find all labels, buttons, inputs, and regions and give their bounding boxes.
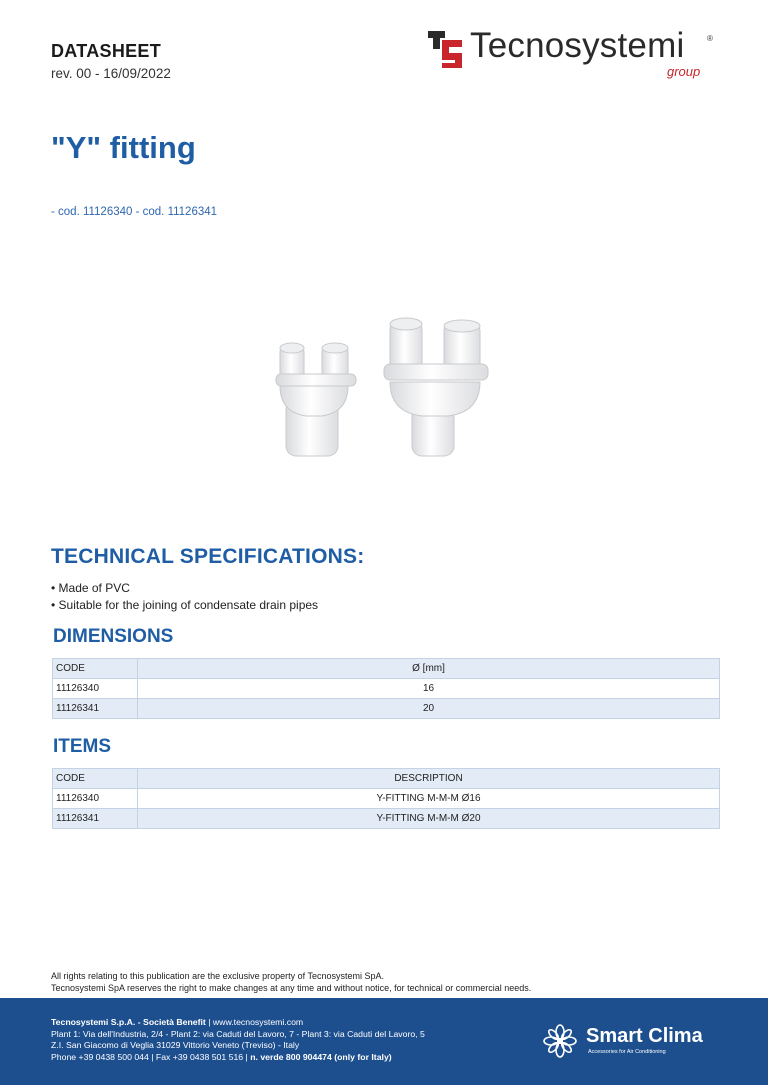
- table-row: [53, 789, 720, 809]
- table-cell: 11126340: [53, 679, 138, 699]
- tecnosystemi-logo-icon: [428, 30, 464, 70]
- specs-list: [51, 580, 318, 614]
- column-header: CODE: [53, 659, 138, 679]
- technical-specs-title: TECHNICAL SPECIFICATIONS:: [51, 545, 365, 568]
- table-row: [53, 809, 720, 829]
- table-cell: 11126341: [53, 809, 138, 829]
- smart-clima-logo: [541, 1022, 721, 1062]
- table-row: [53, 699, 720, 719]
- list-item: • Made of PVC: [51, 581, 130, 595]
- table-row: [53, 679, 720, 699]
- smart-clima-flower-icon: [541, 1022, 579, 1060]
- smart-clima-name: Smart Clima: [586, 1025, 703, 1047]
- rights-notice: [51, 970, 531, 994]
- rights-line: All rights relating to this publication are the exclusive property of Tecnosystemi SpA.: [51, 971, 384, 981]
- footer-toll-free: n. verde 800 904474 (only for Italy): [250, 1051, 392, 1062]
- column-header: DESCRIPTION: [138, 769, 720, 789]
- table-header-row: [53, 659, 720, 679]
- table-cell: 16: [138, 679, 720, 699]
- page-title: "Y" fitting: [51, 130, 196, 165]
- product-codes: - cod. 11126340 - cod. 11126341: [51, 206, 218, 218]
- table-header-row: [53, 769, 720, 789]
- footer-address: Z.I. San Giacomo di Veglia 31029 Vittorio Veneto (Treviso) - Italy: [51, 1040, 300, 1050]
- list-item: • Suitable for the joining of condensate drain pipes: [51, 598, 319, 612]
- table-cell: 20: [138, 699, 720, 719]
- brand-registered-mark: ®: [707, 34, 713, 43]
- rights-line: Tecnosystemi SpA reserves the right to make changes at any time and without notice, for technical or commercial needs.: [51, 983, 532, 993]
- footer-contact: [51, 1017, 425, 1063]
- footer-plants: Plant 1: Via dell'Industria, 2/4 - Plant 2: via Caduti del Lavoro, 7 - Plant 3: via Caduti del Lavoro, 5: [51, 1028, 425, 1039]
- items-title: ITEMS: [53, 736, 112, 757]
- column-header: CODE: [53, 769, 138, 789]
- column-header: Ø [mm]: [138, 659, 720, 679]
- table-cell: 11126340: [53, 789, 138, 809]
- smart-clima-tagline: Accessories for Air Conditioning: [588, 1049, 666, 1055]
- footer-phone: Phone +39 0438 500 044 | Fax +39 0438 501 516 |: [51, 1051, 251, 1062]
- doc-label: DATASHEET: [51, 41, 162, 61]
- brand-group: group: [667, 64, 701, 79]
- revision-text: rev. 00 - 16/09/2022: [51, 66, 171, 81]
- footer-website-link[interactable]: | www.tecnosystemi.com: [205, 1017, 304, 1027]
- dimensions-title: DIMENSIONS: [53, 626, 174, 647]
- table-cell: Y-FITTING M-M-M Ø16: [138, 789, 720, 809]
- brand-name: Tecnosystemi: [470, 26, 685, 65]
- table-cell: Y-FITTING M-M-M Ø20: [138, 809, 720, 829]
- table-cell: 11126341: [53, 699, 138, 719]
- tecnosystemi-logo: [428, 28, 728, 84]
- footer-company: Tecnosystemi S.p.A. - Società Benefit: [51, 1017, 206, 1027]
- items-table: [52, 768, 720, 829]
- footer: [0, 998, 768, 1085]
- dimensions-table: [52, 658, 720, 719]
- y-fitting-product-photo-icon: [266, 312, 496, 472]
